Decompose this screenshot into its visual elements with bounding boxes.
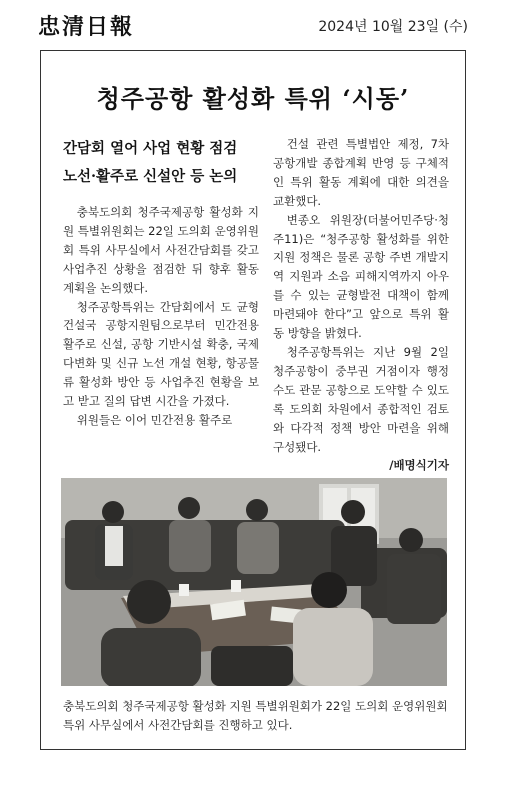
body-paragraph: 변종오 위원장(더불어민주당·청주11)은 “청주공항 활성화를 위한 지원 정책은 물론 공항 주변 개발지역 지원과 소음 피해지역까지 아우를 수 있는 균형발전 대책이 함께 마련돼야 한다”고 앞으로 특위 활동 방향을 밝혔다. xyxy=(273,212,449,341)
article-headline: 청주공항 활성화 특위 ‘시동’ xyxy=(96,84,410,113)
subheadline-1: 간담회 열어 사업 현황 점검 xyxy=(63,140,238,157)
body-column-right xyxy=(273,135,449,475)
subheadline-2: 노선·활주로 신설안 등 논의 xyxy=(63,168,238,185)
body-paragraph: 청주공항특위는 지난 9월 2일 청주공항이 중부권 거점이자 행정수도 관문 공항으로 도약할 수 있도록 도의회 차원에서 종합적인 검토와 다각적 정책 방안 마련을 위해 구성됐다. xyxy=(273,344,449,454)
body-column-left xyxy=(63,203,259,430)
body-paragraph: 위원들은 이어 민간전용 활주로 xyxy=(76,412,233,427)
article-frame xyxy=(40,50,466,750)
publication-date: 2024년 10월 23일 (수) xyxy=(318,19,468,35)
body-paragraph: 충북도의회 청주국제공항 활성화 지원 특별위원회는 22일 도의회 운영위원회 특위 사무실에서 사전간담회를 갖고 사업추진 상황을 점검한 뒤 향후 활동 계획을 논의했다. xyxy=(63,205,259,295)
meeting-photo-image xyxy=(61,478,447,686)
body-paragraph: 건설 관련 특별법안 제정, 7차 공항개발 종합계획 반영 등 구체적인 특위 활동 계획에 대한 의견을 교환했다. xyxy=(273,137,449,208)
meeting-photo xyxy=(61,478,447,686)
masthead xyxy=(38,10,468,44)
photo-caption: 충북도의회 청주국제공항 활성화 지원 특별위원회가 22일 도의회 운영위원회 특위 사무실에서 사전간담회를 진행하고 있다. xyxy=(63,699,448,732)
reporter-byline: /배명식기자 xyxy=(389,458,449,473)
body-paragraph: 청주공항특위는 간담회에서 도 균형건설국 공항지원팀으로부터 민간전용 활주로 신설, 공항 기반시설 확충, 국제 다변화 및 신규 노선 개설 현황, 항공물류 활성화 방안 등 사업추진 현황을 보고 받고 질의 답변 시간을 가졌다. xyxy=(63,299,259,409)
newspaper-logo: 忠清日報 xyxy=(38,14,135,40)
